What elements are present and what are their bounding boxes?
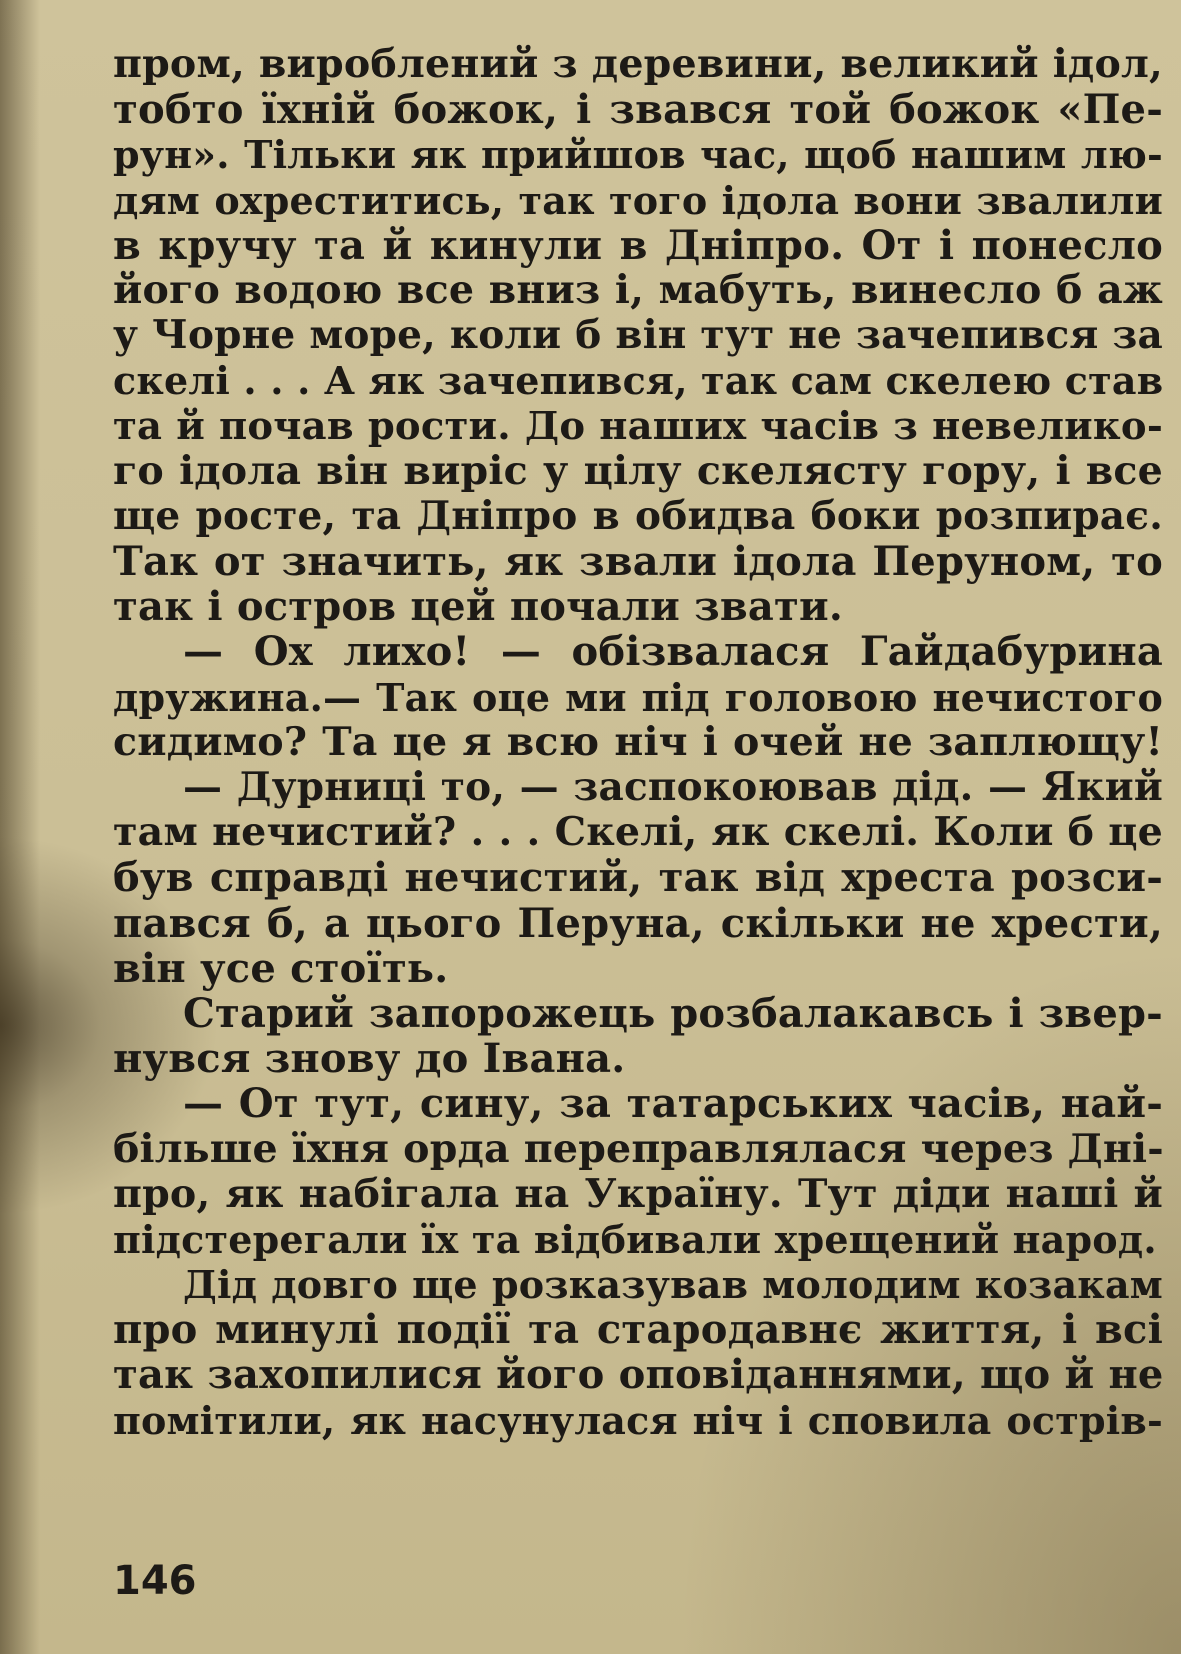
text-line: та й почав рости. До наших часів з невелико-: [113, 403, 1163, 449]
text-line: його водою все вниз і, мабуть, винесло б аж: [113, 266, 1163, 313]
text-line: нувся знову до Івана.: [113, 1035, 626, 1083]
text-line: дружина.— Так оце ми під головою нечистого: [113, 674, 1163, 720]
text-line: дям охреститись, так того ідола вони звалили: [113, 177, 1163, 223]
text-line: Старий запорожець розбалакавсь і звер-: [183, 989, 1163, 1037]
text-line: — От тут, сину, за татарських часів, най-: [183, 1080, 1163, 1128]
text-line: про, як набігала на Україну. Тут діди наші й: [113, 1170, 1163, 1217]
text-line: — Дурниці то, — заспокоював дід. — Який: [183, 764, 1163, 810]
text-line: підстерегали їх та відбивали хрещений народ.: [113, 1216, 1157, 1262]
text-line: в кручу та й кинули в Дніпро. От і понесло: [113, 221, 1163, 269]
text-line: скелі . . . А як зачепився, так сам скелею став: [113, 358, 1164, 404]
text-line: був справді нечистий, так від хреста розси-: [113, 854, 1163, 902]
text-line: сидимо? Та це я всю ніч і очей не заплющу!: [113, 718, 1163, 765]
text-line: Так от значить, як звали ідола Перуном, то: [113, 538, 1163, 586]
text-line: — Ох лихо! — обізвалася Гайдабурина: [183, 628, 1163, 676]
text-line: тобто їхній божок, і звався той божок «Пе-: [113, 86, 1163, 134]
text-line: про минулі події та стародавнє життя, і всі: [113, 1306, 1163, 1354]
text-line: ще росте, та Дніпро в обидва боки розпирає.: [113, 492, 1163, 539]
page-body-text: [113, 42, 1163, 1443]
gutter-shadow: [0, 0, 40, 1654]
text-line: там нечистий? . . . Скелі, як скелі. Коли б це: [113, 809, 1163, 856]
text-line: пром, вироблений з деревини, великий ідол,: [113, 41, 1163, 87]
text-line: Дід довго ще розказував молодим козакам: [183, 1262, 1163, 1308]
text-line: більше їхня орда переправлялася через Дні-: [113, 1125, 1164, 1172]
text-line: помітили, як насунулася ніч і сповила острів-: [113, 1397, 1163, 1443]
text-line: у Чорне море, коли б він тут не зачепився за: [113, 312, 1163, 359]
text-line: го ідола він виріс у цілу скелясту гору, і все: [113, 447, 1163, 494]
text-line: пався б, а цього Перуна, скільки не хрести,: [113, 899, 1163, 947]
text-line: рун». Тільки як прийшов час, щоб нашим лю-: [113, 132, 1163, 178]
page-number: 146: [113, 1558, 197, 1604]
text-line: він усе стоїть.: [113, 944, 449, 992]
text-line: так захопилися його оповіданнями, що й не: [113, 1351, 1164, 1399]
text-line: так і остров цей почали звати.: [113, 583, 843, 631]
